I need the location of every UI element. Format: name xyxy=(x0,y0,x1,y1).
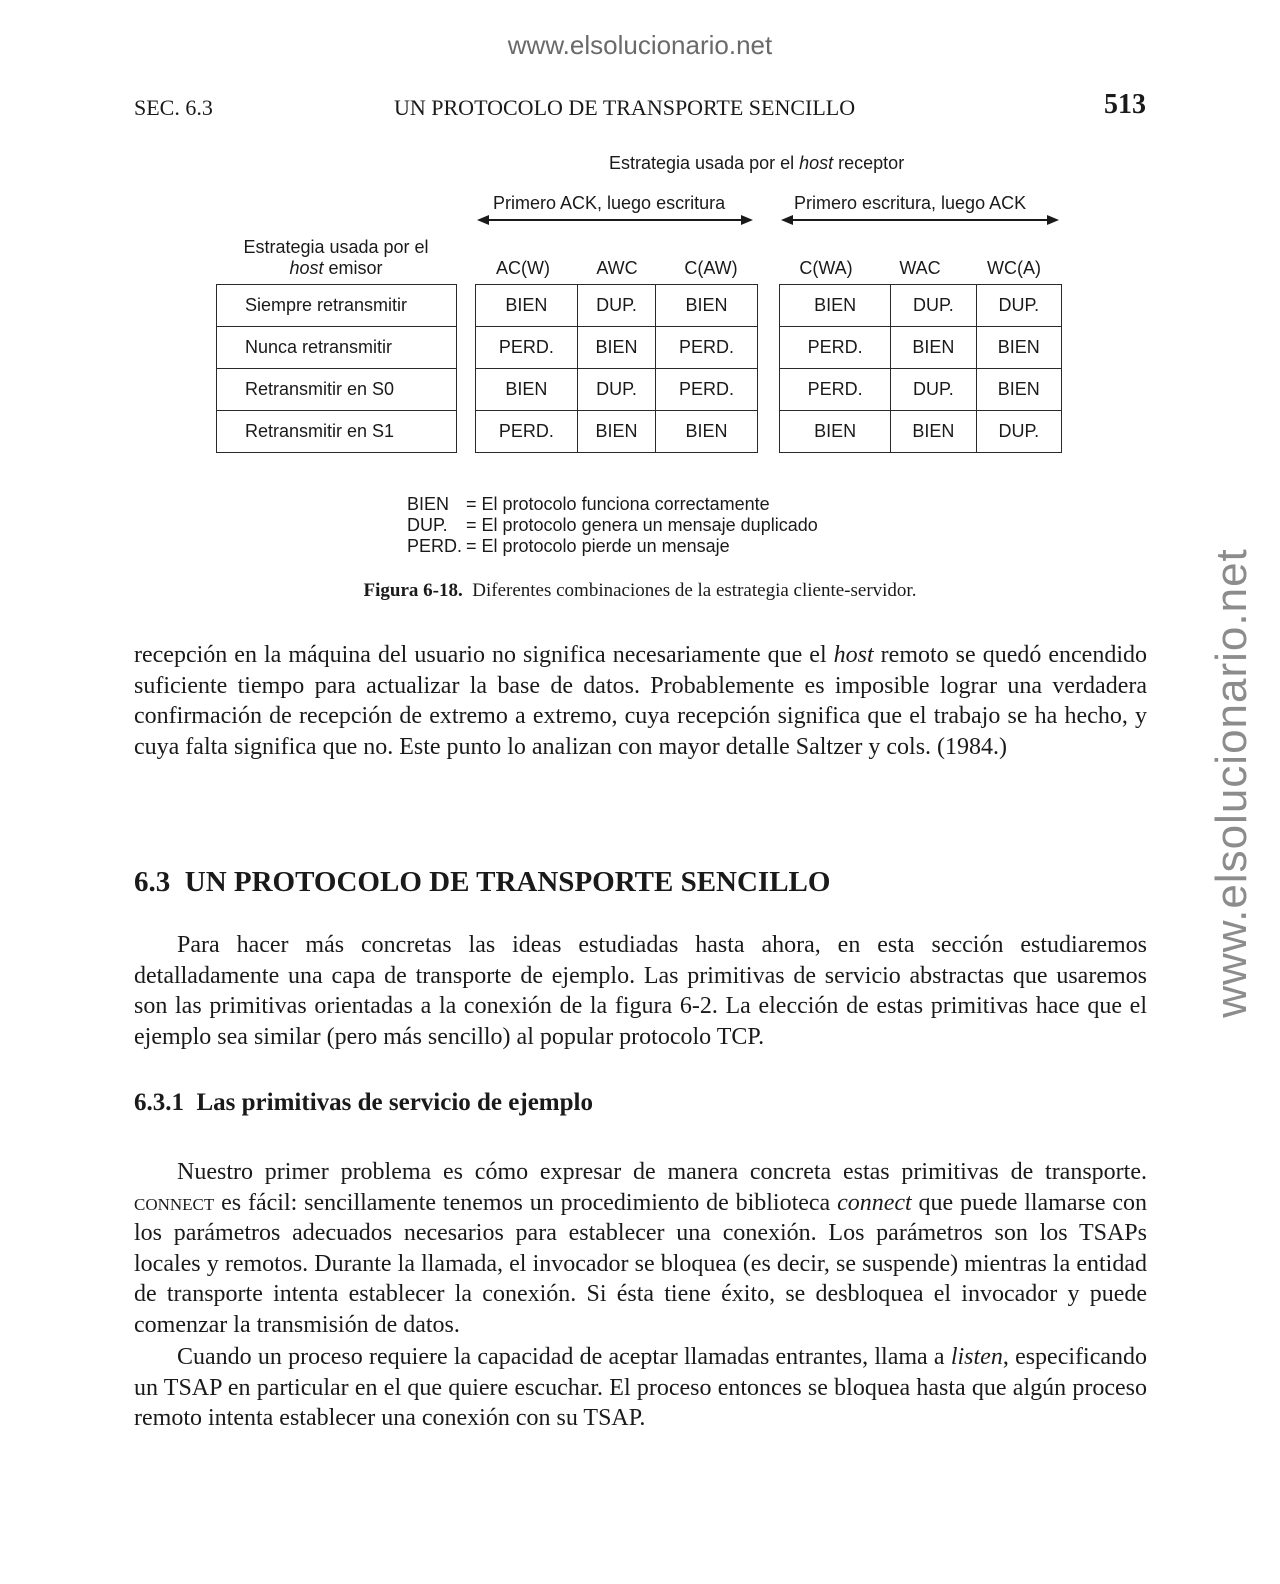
result-cell: DUP. xyxy=(976,285,1061,327)
result-cell: BIEN xyxy=(976,369,1061,411)
table-row xyxy=(780,369,1062,411)
result-cell: DUP. xyxy=(976,411,1061,453)
row-label: Nunca retransmitir xyxy=(217,327,457,369)
sender-strategy-title: Estrategia usada por el host emisor xyxy=(243,237,429,278)
table-row xyxy=(217,369,457,411)
receiver-strategy-title: Estrategia usada por el host receptor xyxy=(609,153,905,173)
result-cell: BIEN xyxy=(656,285,758,327)
table-row xyxy=(217,327,457,369)
col-header: WAC xyxy=(899,258,941,278)
legend-item: PERD. = El protocolo pierde un mensaje xyxy=(407,536,730,556)
page-number: 513 xyxy=(1104,89,1146,120)
table-row xyxy=(476,411,758,453)
table-row xyxy=(780,327,1062,369)
section-title: 6.3 UN PROTOCOLO DE TRANSPORTE SENCILLO xyxy=(134,866,831,898)
col-header: AC(W) xyxy=(496,258,550,278)
paragraph-continuation: recepción en la máquina del usuario no significa necesariamente que el host remoto se quedó encendido suficiente tiempo para actualizar la base de datos. Probablemente es imposible lograr una verdadera confirmación de recepción de extremo a extremo, cuya recepción significa que el trabajo se ha hecho, y cuya falta significa que no. Este punto lo analizan con mayor detalle Saltzer y cols. (1984.) xyxy=(134,642,1148,760)
result-cell: BIEN xyxy=(976,327,1061,369)
table-row xyxy=(476,285,758,327)
result-cell: PERD. xyxy=(476,327,578,369)
watermark-side: www.elsolucionario.net xyxy=(1207,548,1256,1018)
table-row xyxy=(217,285,457,327)
group-label-ack-first: Primero ACK, luego escritura xyxy=(493,193,726,213)
result-cell: BIEN xyxy=(780,285,891,327)
legend-item: BIEN = El protocolo funciona correctamente xyxy=(407,494,770,514)
result-cell: BIEN xyxy=(891,327,976,369)
group-label-write-first: Primero escritura, luego ACK xyxy=(794,193,1027,213)
paragraph-listen: Cuando un proceso requiere la capacidad de aceptar llamadas entrantes, llama a listen, especificando un TSAP en particular en el que quiere escuchar. El proceso entonces se bloquea hasta que algún proceso remoto intenta establecer una conexión con su TSAP. xyxy=(134,1344,1147,1432)
result-cell: DUP. xyxy=(577,285,655,327)
table-row xyxy=(780,411,1062,453)
result-cell: DUP. xyxy=(891,285,976,327)
row-label: Retransmitir en S0 xyxy=(217,369,457,411)
row-label: Siempre retransmitir xyxy=(217,285,457,327)
legend-item: DUP. = El protocolo genera un mensaje duplicado xyxy=(407,515,818,535)
table-row xyxy=(780,285,1062,327)
result-cell: BIEN xyxy=(656,411,758,453)
result-cell: PERD. xyxy=(476,411,578,453)
result-cell: PERD. xyxy=(780,327,891,369)
result-cell: DUP. xyxy=(577,369,655,411)
col-header: AWC xyxy=(596,258,638,278)
result-cell: PERD. xyxy=(656,327,758,369)
table-row xyxy=(217,411,457,453)
watermark-top: www.elsolucionario.net xyxy=(507,30,773,60)
result-cell: PERD. xyxy=(780,369,891,411)
row-label: Retransmitir en S1 xyxy=(217,411,457,453)
result-cell: BIEN xyxy=(476,285,578,327)
header-section: SEC. 6.3 xyxy=(134,95,213,120)
result-cell: BIEN xyxy=(891,411,976,453)
result-cell: BIEN xyxy=(780,411,891,453)
results-table-write-first xyxy=(779,284,1062,453)
result-cell: BIEN xyxy=(476,369,578,411)
results-table-ack-first xyxy=(475,284,758,453)
result-cell: PERD. xyxy=(656,369,758,411)
col-header: C(WA) xyxy=(799,258,853,278)
result-cell: DUP. xyxy=(891,369,976,411)
header-title: UN PROTOCOLO DE TRANSPORTE SENCILLO xyxy=(394,95,856,120)
figure-caption: Figura 6-18. Diferentes combinaciones de la estrategia cliente-servidor. xyxy=(363,580,917,601)
table-row xyxy=(476,369,758,411)
col-header: C(AW) xyxy=(684,258,738,278)
figure-legend xyxy=(407,494,818,557)
paragraph-intro: Para hacer más concretas las ideas estudiadas hasta ahora, en esta sección estudiaremos detalladamente una capa de transporte de ejemplo. Las primitivas de servicio abstractas que usaremos son las primitivas orientadas a la conexión de la figura 6-2. La elección de estas primitivas hace que el ejemplo sea similar (pero más sencillo) al popular protocolo TCP. xyxy=(134,932,1147,1050)
subsection-title: 6.3.1 Las primitivas de servicio de ejemplo xyxy=(134,1089,593,1116)
result-cell: BIEN xyxy=(577,411,655,453)
sender-strategy-table xyxy=(216,284,457,453)
paragraph-connect: Nuestro primer problema es cómo expresar de manera concreta estas primitivas de transporte. connect es fácil: sencillamente tenemos un procedimiento de biblioteca connect que puede llamarse con los parámetros adecuados necesarios para establecer una conexión. Los parámetros son los TSAPs locales y remotos. Durante la llamada, el invocador se bloquea (es decir, se suspende) mientras la entidad de transporte intenta establecer la conexión. Si ésta tiene éxito, se desbloquea el invocador y puede comenzar la transmisión de datos. xyxy=(134,1159,1147,1338)
result-cell: BIEN xyxy=(577,327,655,369)
table-row xyxy=(476,327,758,369)
col-header: WC(A) xyxy=(987,258,1041,278)
